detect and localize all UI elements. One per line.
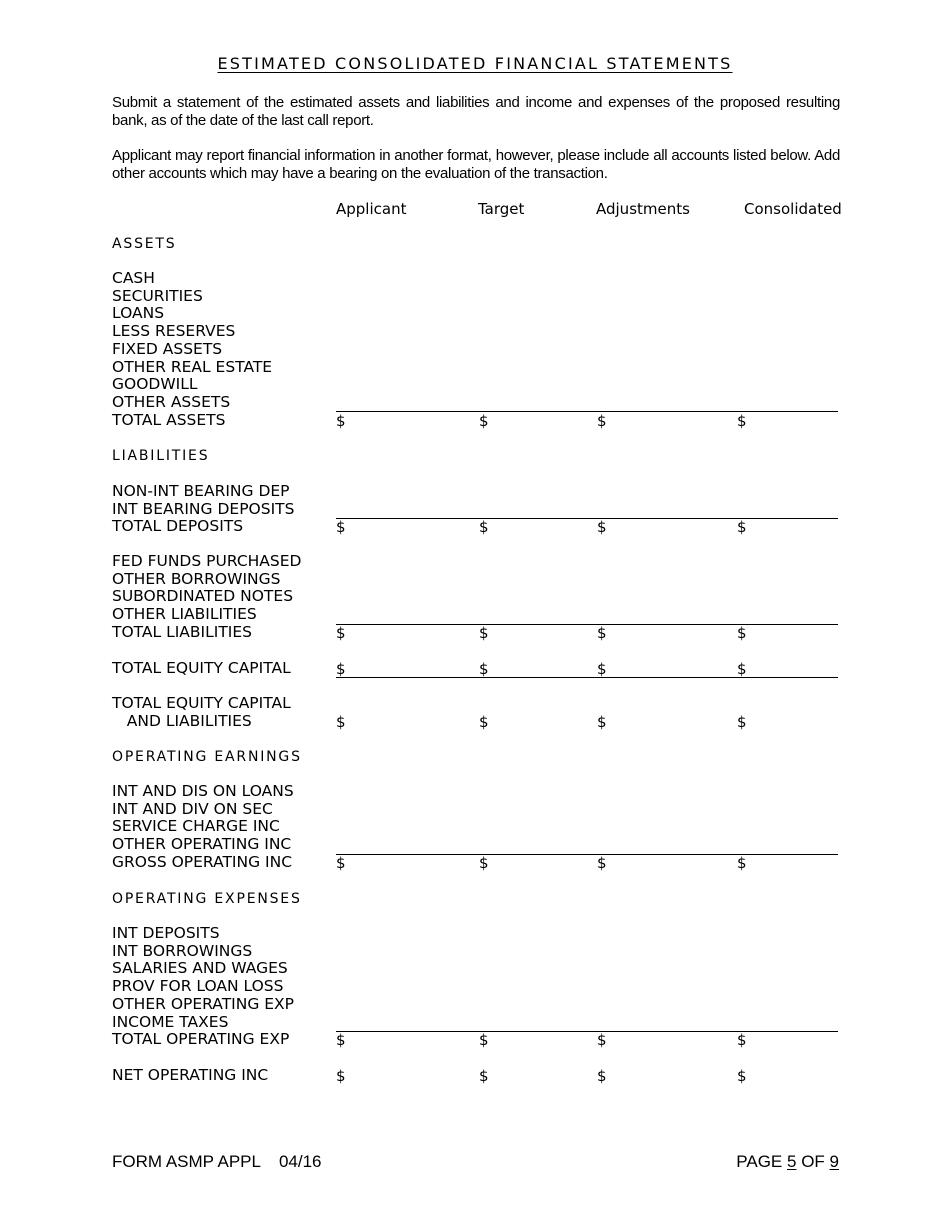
gross-operating-inc-consolidated-amount: $ xyxy=(737,854,747,872)
line-item-label: TOTAL LIABILITIES xyxy=(112,622,252,641)
column-header-consolidated: Consolidated xyxy=(744,200,842,218)
total-assets-applicant-amount: $ xyxy=(336,412,346,430)
section-heading-operating-earnings: OPERATING EARNINGS xyxy=(112,749,302,765)
line-item-label: SERVICE CHARGE INC xyxy=(112,817,280,836)
format-note-paragraph: Applicant may report financial information in another format, however, please include all accounts listed below. Add other accounts which may have a bearing on the evaluation of the transaction. xyxy=(112,147,840,182)
line-item-label: PROV FOR LOAN LOSS xyxy=(112,977,284,996)
line-item-label: TOTAL ASSETS xyxy=(112,410,226,429)
line-item-label: INT AND DIV ON SEC xyxy=(112,799,273,818)
total-deposits-target-amount: $ xyxy=(479,518,489,536)
gross-operating-inc-adjustments-amount: $ xyxy=(597,854,607,872)
net-operating-inc-applicant-amount: $ xyxy=(336,1067,346,1085)
total-assets-target-amount: $ xyxy=(479,412,489,430)
total-equity-capital-target-amount: $ xyxy=(479,660,489,678)
total-liabilities-rule xyxy=(336,624,838,625)
total-assets-consolidated-amount: $ xyxy=(737,412,747,430)
net-operating-inc-adjustments-amount: $ xyxy=(597,1067,607,1085)
line-item-label: INT AND DIS ON LOANS xyxy=(112,782,294,800)
liability-line-items xyxy=(112,553,301,642)
total-liabilities-adjustments-amount: $ xyxy=(597,624,607,642)
total-operating-exp-consolidated-amount: $ xyxy=(737,1031,747,1049)
earnings-line-items xyxy=(112,783,294,872)
line-item-label: TOTAL OPERATING EXP xyxy=(112,1030,290,1049)
line-item-label: INT BEARING DEPOSITS xyxy=(112,499,295,518)
line-item-label: TOTAL EQUITY CAPITAL xyxy=(112,694,291,712)
line-item-label: OTHER REAL ESTATE xyxy=(112,357,273,376)
equity-line-item xyxy=(112,660,291,678)
total-assets-adjustments-amount: $ xyxy=(597,412,607,430)
total-operating-exp-applicant-amount: $ xyxy=(336,1031,346,1049)
equity-liabilities-line-item xyxy=(112,695,291,730)
gross-operating-inc-rule xyxy=(336,854,838,855)
section-heading-operating-expenses: OPERATING EXPENSES xyxy=(112,891,302,907)
column-header-adjustments: Adjustments xyxy=(596,200,690,218)
line-item-label: GROSS OPERATING INC xyxy=(112,852,293,871)
net-operating-inc-consolidated-amount: $ xyxy=(737,1067,747,1085)
form-date: 04/16 xyxy=(278,1152,322,1171)
gross-operating-inc-target-amount: $ xyxy=(479,854,489,872)
total-assets-rule xyxy=(336,411,838,412)
column-header-applicant: Applicant xyxy=(336,200,407,218)
line-item-label: GOODWILL xyxy=(112,375,198,394)
line-item-label: INT DEPOSITS xyxy=(112,924,220,942)
total-operating-exp-target-amount: $ xyxy=(479,1031,489,1049)
total-deposits-applicant-amount: $ xyxy=(336,518,346,536)
column-header-target: Target xyxy=(478,200,525,218)
assets-line-items xyxy=(112,270,272,429)
total-equity-and-liabilities-adjustments-amount: $ xyxy=(597,713,607,731)
line-item-label: OTHER OPERATING EXP xyxy=(112,994,295,1013)
line-item-label: TOTAL EQUITY CAPITAL xyxy=(112,659,291,677)
line-item-label: LOANS xyxy=(112,304,165,323)
net-income-line-item xyxy=(112,1067,268,1085)
section-heading-assets: ASSETS xyxy=(112,236,177,252)
deposit-line-items xyxy=(112,483,294,536)
line-item-label: LESS RESERVES xyxy=(112,322,236,341)
total-equity-and-liabilities-target-amount: $ xyxy=(479,713,489,731)
expense-line-items xyxy=(112,925,294,1049)
line-item-label: INCOME TAXES xyxy=(112,1012,229,1031)
line-item-label: CASH xyxy=(112,269,155,287)
line-item-label: NON-INT BEARING DEP xyxy=(112,482,290,500)
total-equity-capital-applicant-amount: $ xyxy=(336,660,346,678)
line-item-label: OTHER BORROWINGS xyxy=(112,569,281,588)
gross-operating-inc-applicant-amount: $ xyxy=(336,854,346,872)
page-number: PAGE 5 OF 9 xyxy=(736,1152,839,1171)
line-item-label: FED FUNDS PURCHASED xyxy=(112,552,302,570)
total-equity-capital-consolidated-amount: $ xyxy=(737,660,747,678)
line-item-label: SUBORDINATED NOTES xyxy=(112,587,294,606)
section-heading-liabilities: LIABILITIES xyxy=(112,448,210,464)
line-item-label: SALARIES AND WAGES xyxy=(112,959,288,978)
line-item-label: TOTAL DEPOSITS xyxy=(112,517,244,536)
total-liabilities-consolidated-amount: $ xyxy=(737,624,747,642)
line-item-label: NET OPERATING INC xyxy=(112,1066,269,1084)
line-item-label: OTHER ASSETS xyxy=(112,392,231,411)
total-equity-capital-adjustments-amount: $ xyxy=(597,660,607,678)
form-identifier: FORM ASMP APPL 04/16 xyxy=(112,1152,322,1171)
total-deposits-adjustments-amount: $ xyxy=(597,518,607,536)
line-item-label: AND LIABILITIES xyxy=(112,711,252,730)
total-deposits-consolidated-amount: $ xyxy=(737,518,747,536)
total-equity-and-liabilities-applicant-amount: $ xyxy=(336,713,346,731)
page-title: ESTIMATED CONSOLIDATED FINANCIAL STATEMENTS xyxy=(217,54,733,73)
total-deposits-rule xyxy=(336,518,838,519)
total-liabilities-target-amount: $ xyxy=(479,624,489,642)
total-equity-capital-rule xyxy=(336,677,838,678)
instructions-paragraph: Submit a statement of the estimated assets and liabilities and income and expenses of the proposed resulting bank, as of the date of the last call report. xyxy=(112,94,840,129)
total-liabilities-applicant-amount: $ xyxy=(336,624,346,642)
line-item-label: SECURITIES xyxy=(112,286,203,305)
total-operating-exp-rule xyxy=(336,1031,838,1032)
line-item-label: INT BORROWINGS xyxy=(112,941,253,960)
line-item-label: OTHER LIABILITIES xyxy=(112,605,257,624)
total-operating-exp-adjustments-amount: $ xyxy=(597,1031,607,1049)
net-operating-inc-target-amount: $ xyxy=(479,1067,489,1085)
line-item-label: FIXED ASSETS xyxy=(112,339,223,358)
line-item-label: OTHER OPERATING INC xyxy=(112,835,292,854)
total-equity-and-liabilities-consolidated-amount: $ xyxy=(737,713,747,731)
